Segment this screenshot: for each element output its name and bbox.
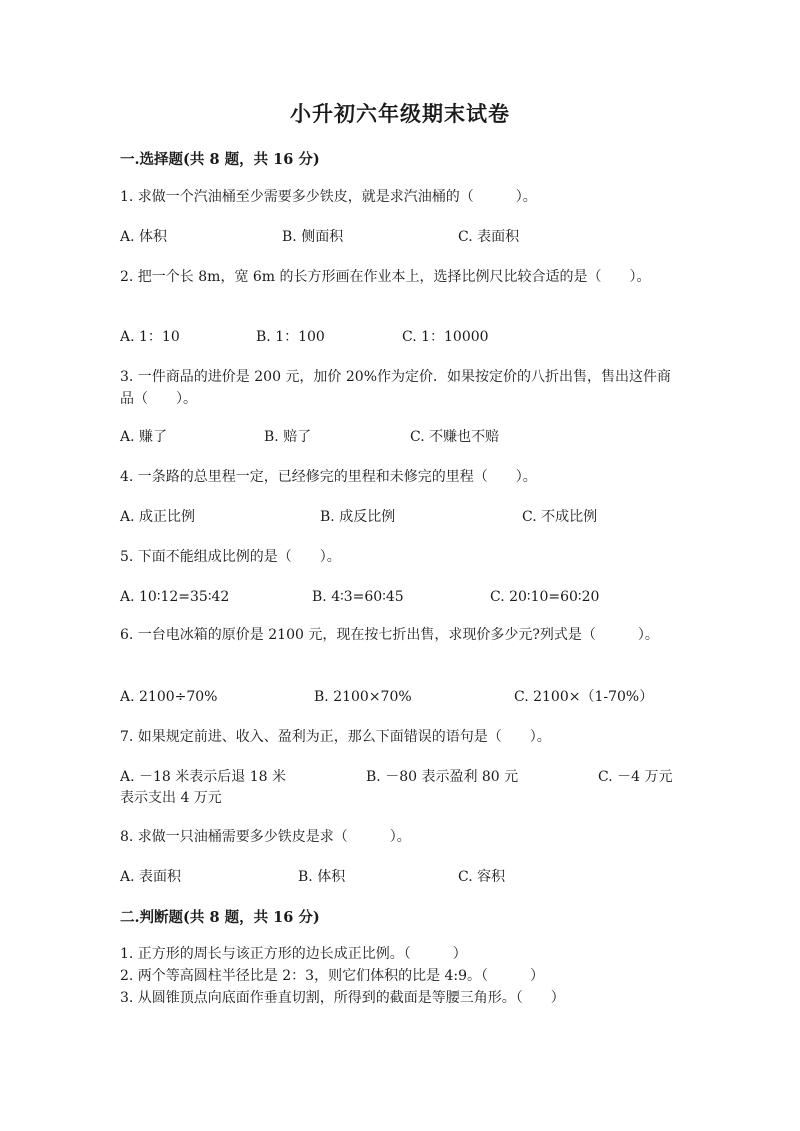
option-b: B. －80 表示盈利 80 元 — [366, 769, 519, 785]
option-c: C. 2100×（1-70%） — [514, 689, 654, 705]
option-b: B. 成反比例 — [320, 509, 396, 525]
option-c: C. 20∶10=60∶20 — [490, 589, 600, 605]
question-text: 3. 一件商品的进价是 200 元，加价 20%作为定价．如果按定价的八折出售，售出这件商品（ ）。 — [120, 369, 671, 407]
option-c: C. 不赚也不赔 — [410, 429, 500, 445]
option-b: B. 1：100 — [256, 329, 325, 345]
option-b: B. 体积 — [298, 869, 346, 885]
question-text: 4. 一条路的总里程一定，已经修完的里程和未修完的里程（ ）。 — [120, 469, 537, 485]
options-row — [120, 226, 680, 248]
option-b: B. 2100×70% — [314, 689, 412, 705]
option-a: A. 1：10 — [120, 329, 180, 345]
option-a: A. 体积 — [120, 229, 168, 245]
options-row — [120, 766, 680, 788]
judge-item: 1. 正方形的周长与该正方形的边长成正比例。（ ） — [120, 946, 467, 962]
question-text: 1. 求做一个汽油桶至少需要多少铁皮，就是求汽油桶的（ ）。 — [120, 189, 537, 205]
option-a: A. 成正比例 — [120, 509, 196, 525]
options-row — [120, 326, 680, 348]
option-c: C. 1：10000 — [402, 329, 489, 345]
option-b: B. 侧面积 — [282, 229, 344, 245]
option-b: B. 赔了 — [264, 429, 312, 445]
judge-item: 2. 两个等高圆柱半径比是 2：3，则它们体积的比是 4:9。（ ） — [120, 968, 545, 984]
options-row — [120, 686, 680, 708]
options-row — [120, 426, 680, 448]
option-continuation: 表示支出 4 万元 — [120, 790, 222, 806]
section-heading-choice: 一.选择题(共 8 题，共 16 分) — [120, 151, 320, 168]
option-a: A. －18 米表示后退 18 米 — [120, 769, 286, 785]
section-heading-judge: 二.判断题(共 8 题，共 16 分) — [120, 909, 320, 926]
option-a: A. 2100÷70% — [120, 689, 218, 705]
option-c: C. 不成比例 — [522, 509, 598, 525]
options-row — [120, 586, 680, 608]
page-title: 小升初六年级期末试卷 — [290, 101, 510, 126]
option-a: A. 10∶12=35∶42 — [120, 589, 230, 605]
option-c: C. 容积 — [458, 869, 506, 885]
option-b: B. 4∶3=60∶45 — [312, 589, 404, 605]
options-row — [120, 506, 680, 528]
question-text: 6. 一台电冰箱的原价是 2100 元，现在按七折出售，求现价多少元?列式是（ ）。 — [120, 627, 659, 643]
question-text: 5. 下面不能组成比例的是（ ）。 — [120, 549, 341, 565]
question-text: 2. 把一个长 8m，宽 6m 的长方形画在作业本上，选择比例尺比较合适的是（ ）。 — [120, 269, 651, 285]
option-c: C. －4 万元 — [598, 769, 673, 785]
options-row — [120, 866, 680, 888]
option-a: A. 赚了 — [120, 429, 168, 445]
option-a: A. 表面积 — [120, 869, 182, 885]
question-text: 8. 求做一只油桶需要多少铁皮是求（ ）。 — [120, 829, 411, 845]
option-c: C. 表面积 — [458, 229, 520, 245]
judge-item: 3. 从圆锥顶点向底面作垂直切割，所得到的截面是等腰三角形。（ ） — [120, 990, 565, 1006]
question-text: 7. 如果规定前进、收入、盈利为正，那么下面错误的语句是（ ）。 — [120, 729, 551, 745]
